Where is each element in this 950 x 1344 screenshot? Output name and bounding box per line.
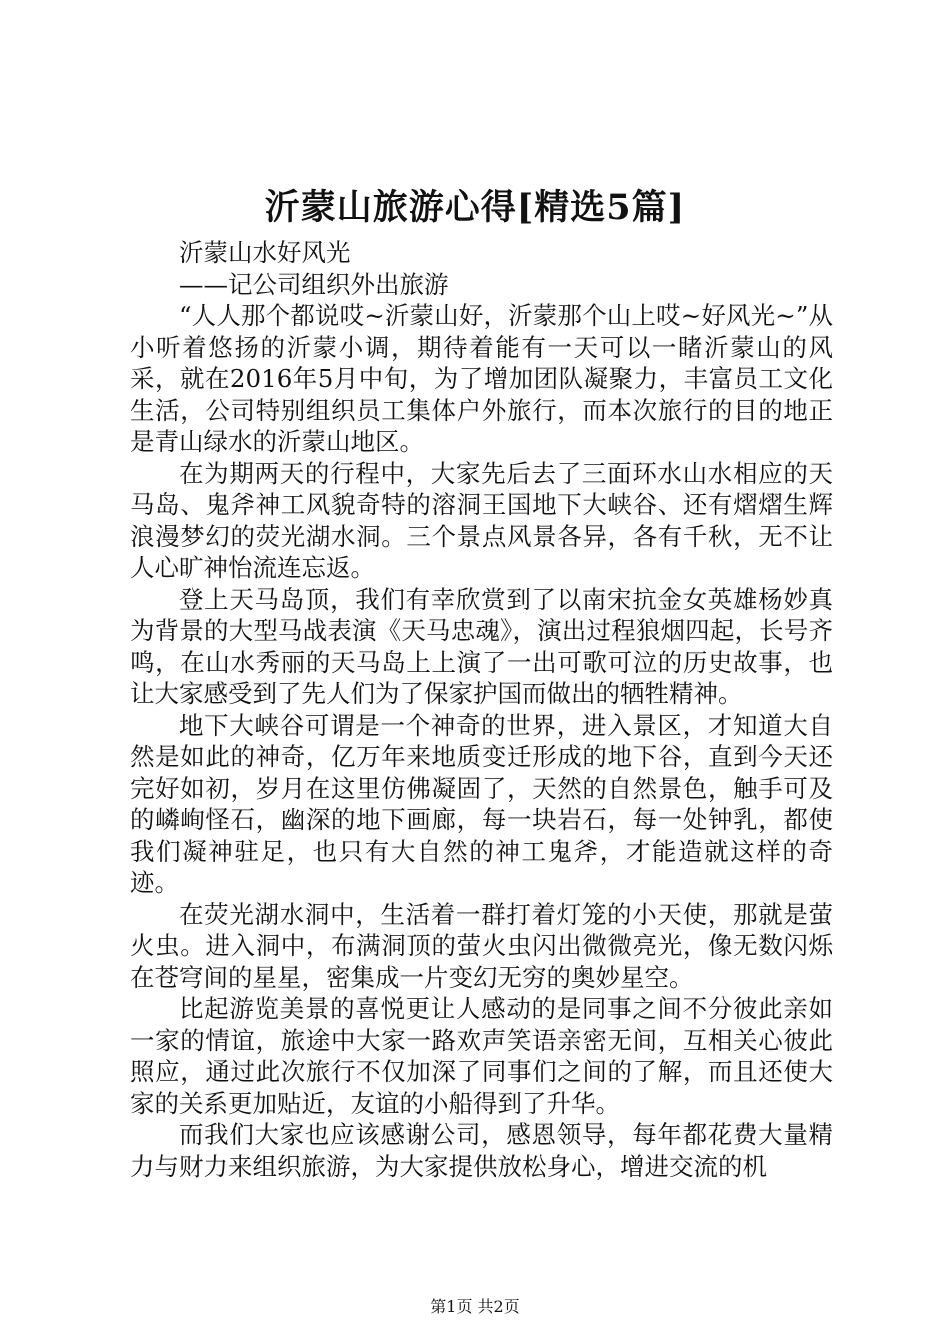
document-title: 沂蒙山旅游心得[精选5篇] bbox=[264, 187, 686, 228]
paragraph: 在为期两天的行程中，大家先后去了三面环水山水相应的天马岛、鬼斧神工风貌奇特的溶洞王国地下大峡谷、还有熠熠生辉浪漫梦幻的荧光湖水洞。三个景点风景各异，各有千秋，无不让人心旷神怡流连忘返。 bbox=[130, 458, 833, 582]
paragraph: “人人那个都说哎~沂蒙山好，沂蒙那个山上哎~好风光~”从小听着悠扬的沂蒙小调，期待着能有一天可以一睹沂蒙山的风采，就在2016年5月中旬，为了增加团队凝聚力，丰富员工文化生活，公司特别组织员工集体户外旅行，而本次旅行的目的地正是青山绿水的沂蒙山地区。 bbox=[130, 301, 833, 456]
paragraph: 地下大峡谷可谓是一个神奇的世界，进入景区，才知道大自然是如此的神奇，亿万年来地质变迁形成的地下谷，直到今天还完好如初，岁月在这里仿佛凝固了，天然的自然景色，触手可及的嶙峋怪石，幽深的地下画廊，每一块岩石，每一处钟乳，都使我们凝神驻足，也只有大自然的神工鬼斧，才能造就这样的奇迹。 bbox=[130, 710, 833, 897]
paragraph: 而我们大家也应该感谢公司，感恩领导，每年都花费大量精力与财力来组织旅游，为大家提供放松身心，增进交流的机 bbox=[130, 1120, 833, 1181]
paragraph: 比起游览美景的喜悦更让人感动的是同事之间不分彼此亲如一家的情谊，旅途中大家一路欢声笑语亲密无间，互相关心彼此照应，通过此次旅行不仅加深了同事们之间的了解，而且还使大家的关系更加贴近，友谊的小船得到了升华。 bbox=[130, 994, 833, 1118]
document-body bbox=[130, 237, 833, 1182]
paragraph: 登上天马岛顶，我们有幸欣赏到了以南宋抗金女英雄杨妙真为背景的大型马战表演《天马忠魂》，演出过程狼烟四起，长号齐鸣，在山水秀丽的天马岛上上演了一出可歌可泣的历史故事，也让大家感受到了先人们为了保家护国而做出的牺牲精神。 bbox=[130, 584, 833, 708]
byline: ——记公司组织外出旅游 bbox=[179, 269, 449, 299]
subtitle: 沂蒙山水好风光 bbox=[179, 238, 351, 267]
page-footer: 第1页 共2页 bbox=[430, 1297, 520, 1316]
paragraph: 在荧光湖水洞中，生活着一群打着灯笼的小天使，那就是萤火虫。进入洞中，布满洞顶的萤火虫闪出微微亮光，像无数闪烁在苍穹间的星星，密集成一片变幻无穷的奥妙星空。 bbox=[130, 899, 833, 992]
